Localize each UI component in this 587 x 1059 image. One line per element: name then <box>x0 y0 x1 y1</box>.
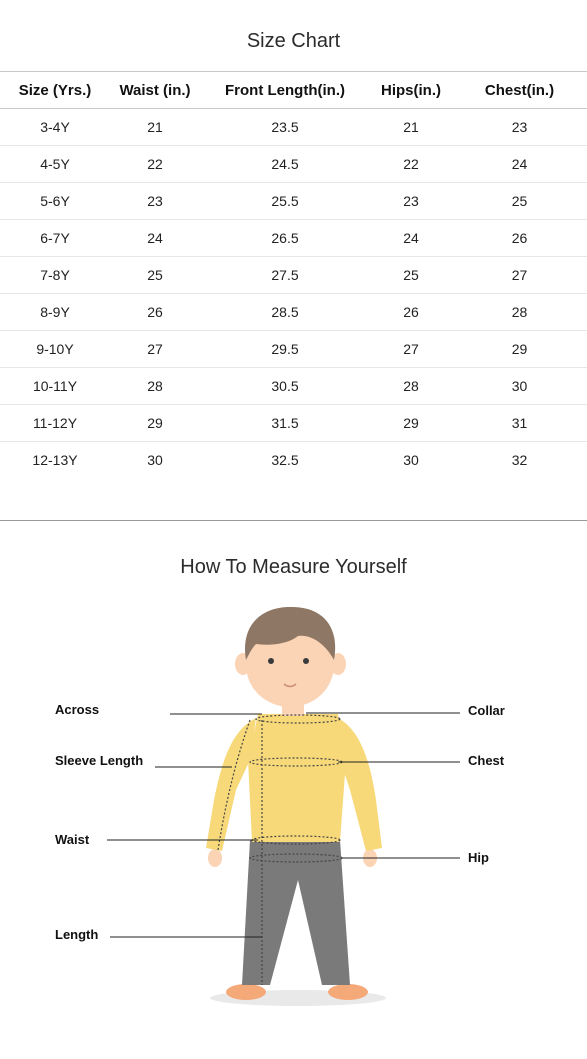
label-length: Length <box>55 927 99 942</box>
table-row <box>0 331 587 368</box>
cell-waist: 24 <box>110 220 200 257</box>
cell-front-length: 31.5 <box>200 405 370 442</box>
cell-size: 3-4Y <box>0 109 110 146</box>
cell-front-length: 27.5 <box>200 257 370 294</box>
size-chart-title: Size Chart <box>246 30 341 52</box>
table-row <box>0 405 587 442</box>
label-hip: Hip <box>468 850 489 865</box>
cell-size: 10-11Y <box>0 368 110 405</box>
table-row <box>0 257 587 294</box>
cell-hips: 25 <box>370 257 452 294</box>
pants <box>242 840 350 985</box>
table-row <box>0 368 587 405</box>
cell-size: 6-7Y <box>0 220 110 257</box>
cell-waist: 29 <box>110 405 200 442</box>
cell-waist: 23 <box>110 183 200 220</box>
cell-front-length: 26.5 <box>200 220 370 257</box>
section-divider <box>0 520 587 521</box>
cell-waist: 28 <box>110 368 200 405</box>
cell-hips: 29 <box>370 405 452 442</box>
measurement-figure-illustration <box>0 590 587 1020</box>
cell-chest: 25 <box>452 183 587 220</box>
header-chest: Chest(in.) <box>452 72 587 109</box>
cell-hips: 24 <box>370 220 452 257</box>
left-eye <box>268 658 274 664</box>
cell-chest: 32 <box>511 452 528 468</box>
table-row <box>0 442 587 479</box>
cell-waist: 27 <box>110 331 200 368</box>
header-hips: Hips(in.) <box>370 72 452 109</box>
cell-front-length: 28.5 <box>200 294 370 331</box>
header-size: Size (Yrs.) <box>0 72 110 109</box>
cell-size: 9-10Y <box>0 331 110 368</box>
cell-hips: 27 <box>370 331 452 368</box>
header-front-length: Front Length(in.) <box>200 72 370 109</box>
cell-front-length: 23.5 <box>200 109 370 146</box>
cell-waist: 26 <box>110 294 200 331</box>
label-collar: Collar <box>468 703 505 718</box>
cell-size: 12-13Y <box>32 452 78 468</box>
cell-chest: 30 <box>452 368 587 405</box>
label-across: Across <box>55 702 100 717</box>
cell-front-length: 29.5 <box>200 331 370 368</box>
cell-front-length: 24.5 <box>200 146 370 183</box>
cell-size: 5-6Y <box>0 183 110 220</box>
left-sleeve <box>206 718 256 851</box>
cell-chest: 29 <box>452 331 587 368</box>
cell-size: 11-12Y <box>0 405 110 442</box>
cell-front-length: 30.5 <box>200 368 370 405</box>
cell-chest: 26 <box>452 220 587 257</box>
size-chart-table <box>0 71 587 478</box>
cell-hips: 22 <box>370 146 452 183</box>
cell-waist: 21 <box>110 109 200 146</box>
table-row <box>0 294 587 331</box>
measure-title: How To Measure Yourself <box>180 556 407 578</box>
left-shoe <box>226 984 266 1000</box>
cell-front-length: 25.5 <box>200 183 370 220</box>
cell-chest: 27 <box>452 257 587 294</box>
cell-waist: 22 <box>110 146 200 183</box>
right-sleeve <box>338 718 382 851</box>
label-chest: Chest <box>468 753 505 768</box>
cell-chest: 24 <box>452 146 587 183</box>
cell-hips: 23 <box>370 183 452 220</box>
cell-size: 4-5Y <box>0 146 110 183</box>
table-row <box>0 146 587 183</box>
cell-chest: 23 <box>452 109 587 146</box>
label-waist: Waist <box>55 832 90 847</box>
right-eye <box>303 658 309 664</box>
cell-waist: 25 <box>110 257 200 294</box>
cell-size: 8-9Y <box>0 294 110 331</box>
table-row <box>0 109 587 146</box>
right-shoe <box>328 984 368 1000</box>
header-waist: Waist (in.) <box>110 72 200 109</box>
cell-chest: 31 <box>452 405 587 442</box>
table-header-row <box>0 72 587 109</box>
cell-hips: 28 <box>370 368 452 405</box>
table-row <box>0 183 587 220</box>
table-row <box>0 220 587 257</box>
cell-hips: 26 <box>370 294 452 331</box>
left-hand <box>208 849 222 867</box>
cell-front-length: 32.5 <box>271 452 299 468</box>
cell-waist: 30 <box>147 452 163 468</box>
label-sleeve-length: Sleeve Length <box>55 753 144 768</box>
cell-hips: 21 <box>370 109 452 146</box>
cell-hips: 30 <box>403 452 419 468</box>
cell-size: 7-8Y <box>0 257 110 294</box>
cell-chest: 28 <box>452 294 587 331</box>
sweater-body <box>248 714 346 842</box>
